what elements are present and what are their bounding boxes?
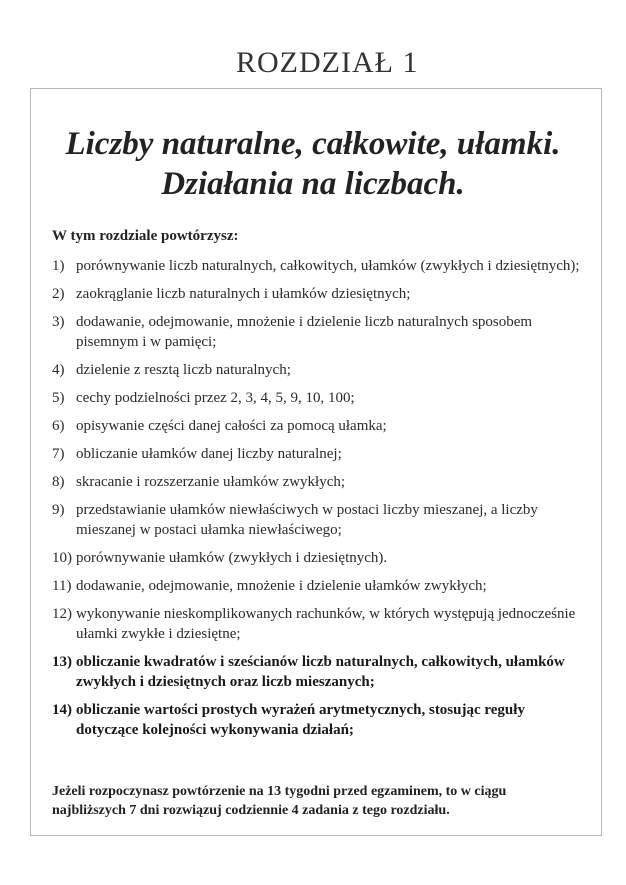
topic-text: dodawanie, odejmowanie, mnożenie i dzielenie ułamków zwykłych; bbox=[76, 578, 487, 594]
topic-number: 2) bbox=[52, 286, 65, 302]
topic-item bbox=[52, 416, 588, 436]
topic-item bbox=[52, 312, 588, 352]
topic-text: obliczanie kwadratów i sześcianów liczb naturalnych, całkowitych, ułamków zwykłych i dziesiętnych oraz liczb mieszanych; bbox=[76, 654, 565, 690]
intro-text: W tym rozdziale powtórzysz: bbox=[52, 228, 239, 244]
topic-text: obliczanie ułamków danej liczby naturalnej; bbox=[76, 446, 342, 462]
topic-item bbox=[52, 700, 588, 740]
topic-text: cechy podzielności przez 2, 3, 4, 5, 9, 10, 100; bbox=[76, 390, 355, 406]
topic-item bbox=[52, 576, 588, 596]
topic-item bbox=[52, 256, 588, 276]
topic-number: 9) bbox=[52, 502, 65, 518]
topic-text: wykonywanie nieskomplikowanych rachunków, w których występują jednocześnie ułamki zwykłe i dziesiętne; bbox=[76, 606, 576, 642]
topic-number: 3) bbox=[52, 314, 65, 330]
topic-number: 8) bbox=[52, 474, 65, 490]
topic-item bbox=[52, 652, 588, 692]
topic-number: 11) bbox=[52, 578, 72, 594]
footer-note: Jeżeli rozpoczynasz powtórzenie na 13 tygodni przed egzaminem, to w ciągu najbliższych 7 dni rozwiązuj codziennie 4 zadania z tego rozdziału. bbox=[52, 784, 507, 818]
topic-text: porównywanie ułamków (zwykłych i dziesiętnych). bbox=[76, 550, 388, 566]
chapter-title bbox=[40, 124, 586, 204]
topic-item bbox=[52, 360, 588, 380]
topic-text: dodawanie, odejmowanie, mnożenie i dzielenie liczb naturalnych sposobem pisemnym i w pamięci; bbox=[76, 314, 533, 350]
topic-text: opisywanie części danej całości za pomocą ułamka; bbox=[76, 418, 387, 434]
topic-number: 13) bbox=[52, 654, 72, 670]
topic-text: zaokrąglanie liczb naturalnych i ułamków dziesiętnych; bbox=[76, 286, 411, 302]
topic-number: 7) bbox=[52, 446, 65, 462]
topic-text: przedstawianie ułamków niewłaściwych w postaci liczby mieszanej, a liczby mieszanej w postaci ułamka niewłaściwego; bbox=[76, 502, 538, 538]
topic-text: skracanie i rozszerzanie ułamków zwykłych; bbox=[76, 474, 346, 490]
topic-item bbox=[52, 284, 588, 304]
topic-text: porównywanie liczb naturalnych, całkowitych, ułamków (zwykłych i dziesiętnych); bbox=[76, 258, 580, 274]
topic-item bbox=[52, 472, 588, 492]
topic-item bbox=[52, 500, 588, 540]
topic-number: 4) bbox=[52, 362, 65, 378]
topic-number: 1) bbox=[52, 258, 65, 274]
topic-list bbox=[52, 256, 588, 748]
topic-number: 12) bbox=[52, 606, 72, 622]
chapter-title-line-1: Liczby naturalne, całkowite, ułamki. bbox=[65, 126, 561, 162]
topic-text: dzielenie z resztą liczb naturalnych; bbox=[76, 362, 291, 378]
topic-text: obliczanie wartości prostych wyrażeń arytmetycznych, stosując reguły dotyczące kolejności wykonywania działań; bbox=[76, 702, 525, 738]
topic-number: 10) bbox=[52, 550, 72, 566]
topic-number: 5) bbox=[52, 390, 65, 406]
topic-item bbox=[52, 604, 588, 644]
chapter-heading: ROZDZIAŁ 1 bbox=[232, 46, 422, 80]
topic-item bbox=[52, 548, 588, 568]
topic-item bbox=[52, 444, 588, 464]
topic-item bbox=[52, 388, 588, 408]
topic-number: 6) bbox=[52, 418, 65, 434]
chapter-title-line-2: Działania na liczbach. bbox=[161, 166, 465, 202]
topic-number: 14) bbox=[52, 702, 72, 718]
